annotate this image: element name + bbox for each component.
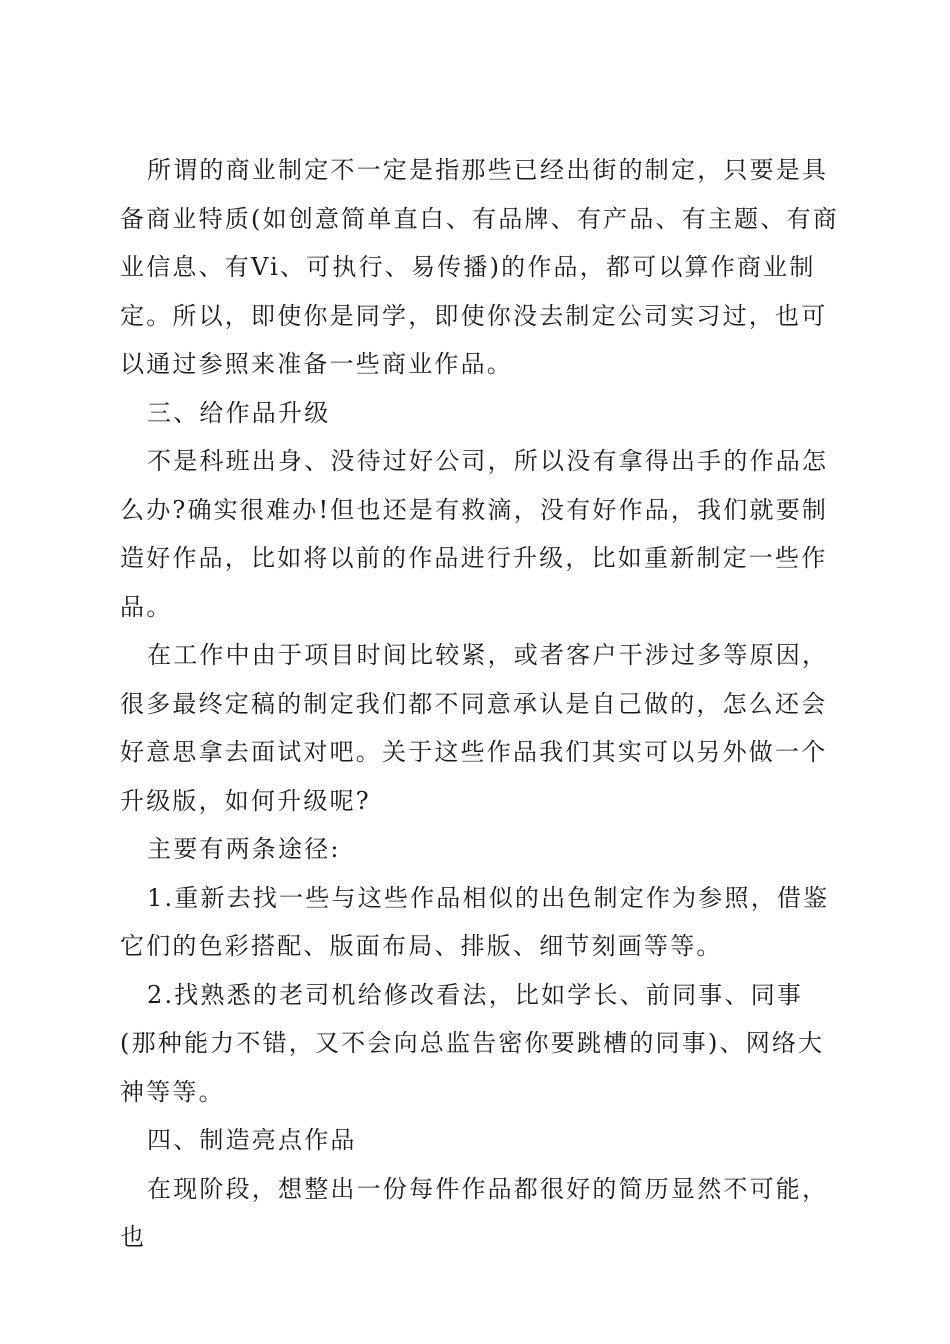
section-heading-upgrade-works: 三、给作品升级	[147, 398, 331, 427]
paragraph-work-constraints: 在工作中由于项目时间比较紧，或者客户干涉过多等原因，很多最终定稿的制定我们都不同意承认是自己做的，怎么还会好意思拿去面试对吧。关于这些作品我们其实可以另外做一个升级版，如何升级呢?	[120, 641, 829, 815]
section-heading-highlight-works: 四、制造亮点作品	[147, 1126, 357, 1154]
paragraph-commercial-design: 所谓的商业制定不一定是指那些已经出街的制定，只要是具备商业特质(如创意简单直白、有品牌、有产品、有主题、有商业信息、有Vi、可执行、易传播)的作品，都可以算作商业制定。所以，即使你是同学，即使你没去制定公司实习过，也可以通过参照来准备一些商业作品。	[120, 156, 839, 378]
paragraph-two-ways: 主要有两条途径:	[147, 835, 341, 863]
paragraph-current-stage: 在现阶段，想整出一份每件作品都很好的简历显然不可能，也	[120, 1174, 829, 1251]
list-item-1: 1.重新去找一些与这些作品相似的出色制定作为参照，借鉴它们的色彩搭配、版面布局、排版、细节刻画等等。	[120, 883, 830, 960]
list-item-2: 2.找熟悉的老司机给修改看法，比如学长、前同事、同事(那种能力不错，又不会向总监告密你要跳槽的同事)、网络大神等等。	[120, 980, 825, 1106]
document-body	[120, 146, 840, 1262]
paragraph-no-good-works: 不是科班出身、没待过好公司，所以没有拿得出手的作品怎么办?确实很难办!但也还是有救滴，没有好作品，我们就要制造好作品，比如将以前的作品进行升级，比如重新制定一些作品。	[120, 447, 829, 621]
